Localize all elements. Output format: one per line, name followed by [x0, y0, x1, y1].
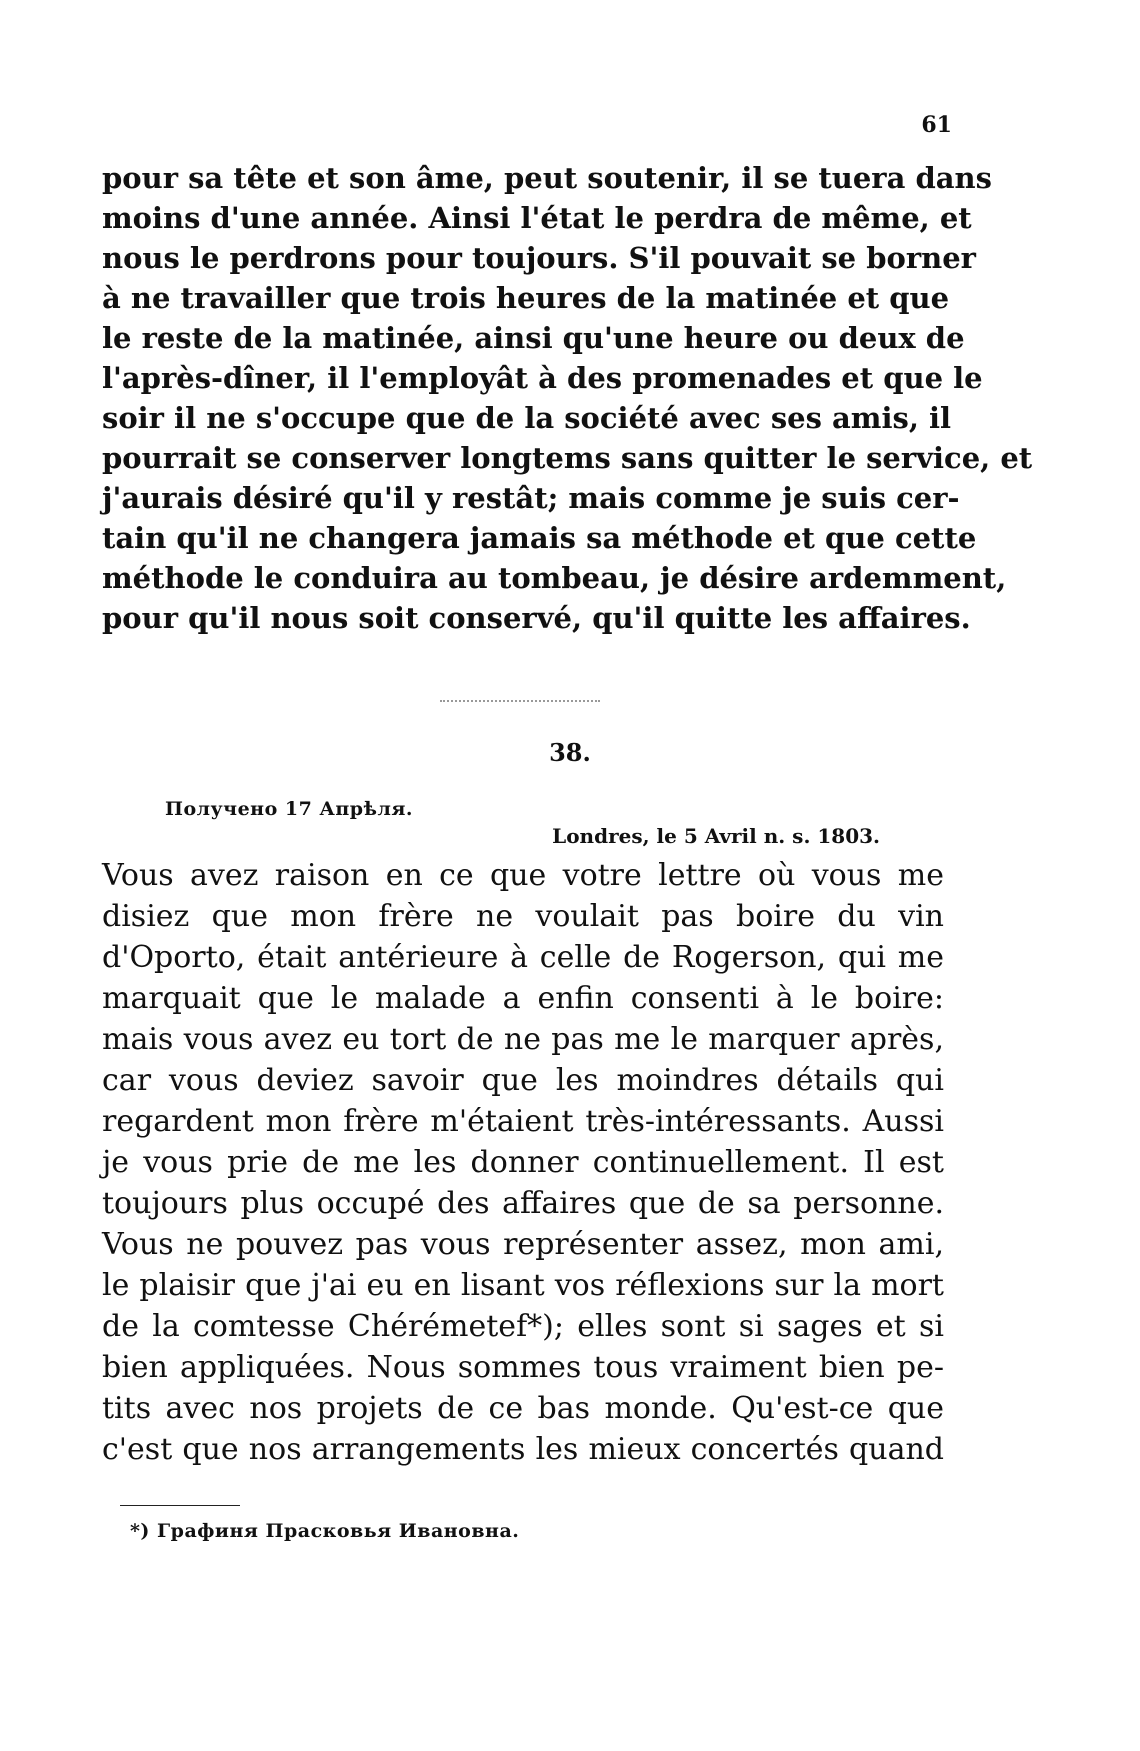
text-line: l'après-dîner, il l'employât à des promenades et que le: [102, 361, 983, 395]
text-line: car vous deviez savoir que les moindres détails qui: [102, 1063, 944, 1098]
text-line: disiez que mon frère ne voulait pas boire du vin: [102, 899, 944, 934]
text-line: moins d'une année. Ainsi l'état le perdra de même, et: [102, 201, 972, 235]
text-line: marquait que le malade a enfin consenti à le boire:: [102, 981, 944, 1016]
text-line: de la comtesse Chérémetef*); elles sont si sages et si: [102, 1309, 944, 1344]
footnote: *) Графиня Прасковья Ивановна.: [130, 1520, 520, 1542]
text-line: regardent mon frère m'étaient très-intéressants. Aussi: [102, 1104, 944, 1139]
text-line: pour sa tête et son âme, peut soutenir, il se tuera dans: [102, 161, 992, 195]
text-line: pourrait se conserver longtems sans quitter le service, et: [102, 441, 1033, 475]
text-line: nous le perdrons pour toujours. S'il pouvait se borner: [102, 241, 976, 275]
text-line: je vous prie de me les donner continuellement. Il est: [102, 1145, 944, 1180]
text-line: d'Oporto, était antérieure à celle de Rogerson, qui me: [102, 940, 944, 975]
text-line: tain qu'il ne changera jamais sa méthode et que cette: [102, 521, 977, 555]
text-line: le reste de la matinée, ainsi qu'une heure ou deux de: [102, 321, 965, 355]
text-line: c'est que nos arrangements les mieux concertés quand: [102, 1432, 944, 1467]
text-line: toujours plus occupé des affaires que de sa personne.: [102, 1186, 944, 1221]
text-line: méthode le conduira au tombeau, je désire ardemment,: [102, 561, 1007, 595]
text-line: mais vous avez eu tort de ne pas me le marquer après,: [102, 1022, 944, 1057]
text-line: Vous ne pouvez pas vous représenter assez, mon ami,: [102, 1227, 944, 1262]
received-note: Получено 17 Апрѣля.: [165, 798, 413, 820]
text-line: j'aurais désiré qu'il y restât; mais comme je suis cer-: [102, 481, 960, 515]
text-line: Vous avez raison en ce que votre lettre où vous me: [102, 858, 944, 893]
text-line: tits avec nos projets de ce bas monde. Qu'est-ce que: [102, 1391, 944, 1426]
letter-dateline: Londres, le 5 Avril n. s. 1803.: [552, 824, 880, 848]
text-line: bien appliquées. Nous sommes tous vraiment bien pe-: [102, 1350, 944, 1385]
text-line: le plaisir que j'ai eu en lisant vos réflexions sur la mort: [102, 1268, 944, 1303]
footnote-rule: [120, 1505, 240, 1506]
section-number: 38.: [549, 738, 591, 767]
section-separator: [440, 700, 600, 702]
text-line: soir il ne s'occupe que de la société avec ses amis, il: [102, 401, 952, 435]
text-line: pour qu'il nous soit conservé, qu'il quitte les affaires.: [102, 601, 971, 635]
page-number: 61: [921, 112, 952, 138]
text-line: à ne travailler que trois heures de la matinée et que: [102, 281, 950, 315]
